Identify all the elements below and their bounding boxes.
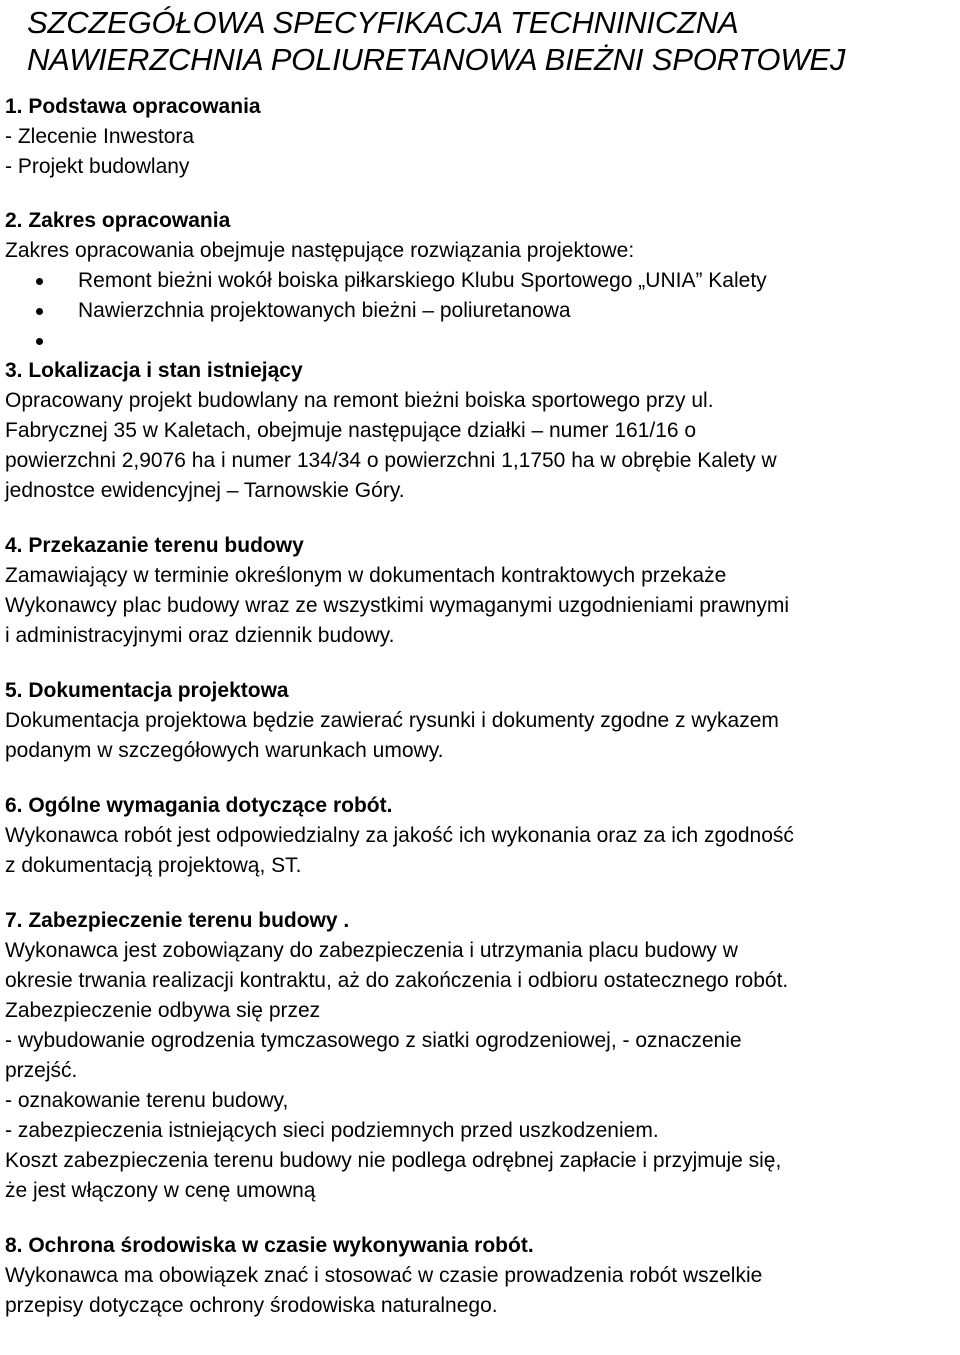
section-5-heading: 5. Dokumentacja projektowa <box>5 679 289 702</box>
section-3-line: Fabrycznej 35 w Kaletach, obejmuje następujące działki – numer 161/16 o <box>5 419 697 442</box>
section-7-line: że jest włączony w cenę umowną <box>5 1179 316 1202</box>
title-line-2: NAWIERZCHNIA POLIURETANOWA BIEŻNI SPORTOWEJ <box>27 42 846 77</box>
section-3-line: powierzchni 2,9076 ha i numer 134/34 o powierzchni 1,1750 ha w obrębie Kalety w <box>5 449 777 472</box>
section-1-line: - Zlecenie Inwestora <box>5 125 195 148</box>
document-title <box>27 4 957 78</box>
section-8-heading: 8. Ochrona środowiska w czasie wykonywania robót. <box>5 1234 534 1257</box>
section-7-line: Wykonawca jest zobowiązany do zabezpieczenia i utrzymania placu budowy w <box>5 939 738 962</box>
section-8-line: Wykonawca ma obowiązek znać i stosować w czasie prowadzenia robót wszelkie <box>5 1264 763 1287</box>
section-7 <box>5 906 957 1206</box>
section-5-line: Dokumentacja projektowa będzie zawierać rysunki i dokumenty zgodne z wykazem <box>5 709 779 732</box>
section-7-line: przejść. <box>5 1059 78 1082</box>
section-8-line: przepisy dotyczące ochrony środowiska naturalnego. <box>5 1294 498 1317</box>
section-3-line: jednostce ewidencyjnej – Tarnowskie Góry. <box>5 479 405 502</box>
section-1 <box>5 92 957 182</box>
section-4-line: Zamawiający w terminie określonym w dokumentach kontraktowych przekaże <box>5 564 727 587</box>
section-4-line: Wykonawcy plac budowy wraz ze wszystkimi wymaganymi uzgodnieniami prawnymi <box>5 594 790 617</box>
bullet-text: Remont bieżni wokół boiska piłkarskiego Klubu Sportowego „UNIA” Kalety <box>78 269 767 292</box>
section-7-heading: 7. Zabezpieczenie terenu budowy . <box>5 909 350 932</box>
section-4 <box>5 531 957 651</box>
section-2-intro: Zakres opracowania obejmuje następujące rozwiązania projektowe: <box>5 239 635 262</box>
title-line-1: SZCZEGÓŁOWA SPECYFIKACJA TECHNINICZNA <box>27 5 739 40</box>
section-7-line: - wybudowanie ogrodzenia tymczasowego z siatki ogrodzeniowej, - oznaczenie <box>5 1029 742 1052</box>
section-7-line: - oznakowanie terenu budowy, <box>5 1089 289 1112</box>
section-2-heading: 2. Zakres opracowania <box>5 209 231 232</box>
section-3-line: Opracowany projekt budowlany na remont bieżni boiska sportowego przy ul. <box>5 389 714 412</box>
section-7-line: Zabezpieczenie odbywa się przez <box>5 999 321 1022</box>
document-page <box>5 0 957 1321</box>
bullet-item <box>5 266 957 296</box>
section-6-line: Wykonawca robót jest odpowiedzialny za jakość ich wykonania oraz za ich zgodność <box>5 824 794 847</box>
section-3 <box>5 356 957 506</box>
section-2-bullet-list <box>5 266 957 356</box>
section-6-heading: 6. Ogólne wymagania dotyczące robót. <box>5 794 393 817</box>
section-3-heading: 3. Lokalizacja i stan istniejący <box>5 359 303 382</box>
bullet-icon <box>36 338 43 345</box>
section-7-line: Koszt zabezpieczenia terenu budowy nie podlega odrębnej zapłacie i przyjmuje się, <box>5 1149 782 1172</box>
section-6-line: z dokumentacją projektową, ST. <box>5 854 302 877</box>
section-4-heading: 4. Przekazanie terenu budowy <box>5 534 304 557</box>
section-1-heading: 1. Podstawa opracowania <box>5 95 261 118</box>
bullet-icon <box>36 308 43 315</box>
section-6 <box>5 791 957 881</box>
section-2 <box>5 206 957 356</box>
bullet-item <box>5 326 957 356</box>
bullet-item <box>5 296 957 326</box>
section-8 <box>5 1231 957 1321</box>
section-7-line: - zabezpieczenia istniejących sieci podziemnych przed uszkodzeniem. <box>5 1119 659 1142</box>
section-7-line: okresie trwania realizacji kontraktu, aż do zakończenia i odbioru ostatecznego robót. <box>5 969 789 992</box>
section-1-line: - Projekt budowlany <box>5 155 190 178</box>
bullet-text: Nawierzchnia projektowanych bieżni – poliuretanowa <box>78 299 571 322</box>
section-5-line: podanym w szczegółowych warunkach umowy. <box>5 739 444 762</box>
section-5 <box>5 676 957 766</box>
bullet-icon <box>36 278 43 285</box>
section-4-line: i administracyjnymi oraz dziennik budowy. <box>5 624 395 647</box>
